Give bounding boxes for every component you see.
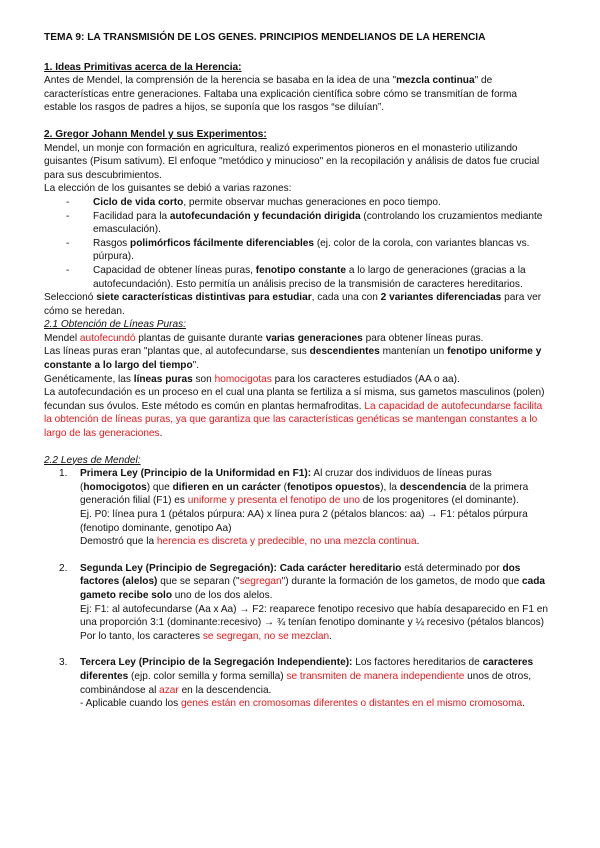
bold-text: caracteres diferentes: [80, 657, 534, 682]
section-mendel-experimentos: [44, 128, 550, 318]
bold-text: siete características distintivas para estudiar: [96, 292, 312, 304]
highlight-text: autofecundó: [79, 332, 136, 344]
bold-text: descendencia: [399, 481, 467, 493]
highlight-text: uniforme y presenta el fenotipo de uno: [187, 495, 360, 507]
text: , cada una con: [311, 292, 381, 304]
text: (controlando los cruzamientos mediante emasculación).: [93, 210, 543, 236]
text: .: [522, 698, 525, 710]
text: a lo largo de generaciones (gracias a la autofecundación). Esto permitía un análisis preciso de la transmisión de caracteres hereditarios.: [93, 264, 526, 290]
bold-text: líneas puras: [133, 373, 193, 385]
bold-text: varias generaciones: [265, 332, 363, 344]
bold-text: cada gameto recibe solo: [80, 576, 546, 601]
text: está determinado por: [401, 562, 503, 574]
bold-text: Cada carácter hereditario: [279, 562, 402, 574]
law-title: Segunda Ley (Principio de Segregación):: [80, 562, 277, 574]
highlight-text: La capacidad de autofecundarse facilita la obtención de líneas puras, ya que garantiza que las características genéticas se mantengan constantes a lo largo de las generaciones: [44, 400, 543, 440]
text: ") durante la formación de los gametos, de modo que: [281, 576, 523, 588]
bold-text: fenotipo uniforme y constante a lo largo del tiempo: [44, 346, 542, 372]
law-title: Tercera Ley (Principio de la Segregación Independiente):: [80, 657, 353, 669]
text: ), la: [380, 481, 400, 493]
text: Genéticamente, las: [44, 373, 134, 385]
text: en la descendencia.: [178, 684, 272, 696]
bold-text: 2 variantes diferenciadas: [380, 292, 502, 304]
list-item: [84, 196, 550, 210]
paragraph: [44, 345, 550, 372]
list-number: 3.: [59, 657, 68, 669]
highlight-text: herencia es discreta y predecible, no una mezcla continua: [156, 536, 417, 548]
text: Seleccionó: [44, 292, 97, 304]
paragraph: [44, 291, 550, 318]
laws-list: [44, 467, 550, 711]
paragraph: [80, 535, 550, 549]
law-3: [59, 656, 550, 710]
paragraph: La elección de los guisantes se debió a varias razones:: [44, 183, 292, 195]
text: Rasgos: [93, 237, 131, 249]
text: unos de otros, combinándose al: [80, 670, 532, 696]
paragraph: Mendel, un monje con formación en agricultura, realizó experimentos pioneros en el monasterio utilizando guisantes (Pisum sativum). El enfoque "metódico y minucioso" en la recopilación y análisis de datos fue crucial para sus descubrimientos.: [44, 142, 540, 181]
bold-text: homocigotos: [83, 481, 147, 493]
text: plantas de guisante durante: [135, 332, 266, 344]
law-2: [59, 562, 550, 644]
text: Las líneas puras eran "plantas que, al autofecundarse, sus: [44, 346, 310, 358]
bold-text: autofecundación: [169, 210, 251, 222]
bold-text: fecundación dirigida: [261, 210, 361, 222]
text: mantenían un: [379, 346, 448, 358]
text: Los factores hereditarios de: [352, 657, 483, 669]
highlight-text: segregan: [239, 576, 282, 588]
text: - Aplicable cuando los: [80, 698, 182, 710]
text: Al cruzar dos individuos de líneas puras (: [80, 468, 492, 493]
text: ) que: [146, 481, 173, 493]
text: Facilidad para la: [93, 210, 170, 222]
list-number: 1.: [59, 468, 68, 480]
bold-text: difieren en un carácter: [172, 481, 281, 493]
text: para obtener líneas puras.: [362, 332, 484, 344]
bold-text: dos factores (alelos): [80, 562, 521, 588]
law-1: [59, 467, 550, 549]
paragraph: [44, 74, 550, 115]
text: (ej. color de la corola, con variantes blancas vs. púrpura).: [93, 237, 530, 263]
text: " de características entre generaciones. Faltaba una explicación científica sobre cómo se transmitían de forma estable los rasgos de padres a hijos, se suponía que los rasgos “se diluían”.: [44, 75, 517, 114]
section-heading: 2. Gregor Johann Mendel y sus Experimentos:: [44, 128, 267, 140]
highlight-text: azar: [159, 684, 179, 696]
section-ideas-primitivas: [44, 61, 550, 115]
highlight-text: genes están en cromosomas diferentes o distantes en el mismo cromosoma: [181, 698, 523, 710]
text: son: [192, 373, 215, 385]
list-number: 2.: [59, 562, 68, 574]
text: de la primera generación filial (F1) es: [80, 481, 529, 507]
text: (: [280, 481, 288, 493]
paragraph: [44, 386, 550, 440]
text: que se separan (": [157, 576, 240, 588]
text: Demostró que la: [80, 536, 157, 548]
paragraph: [80, 630, 550, 644]
section-heading: 1. Ideas Primitivas acerca de la Herencia:: [44, 61, 242, 73]
text: Mendel: [44, 332, 80, 344]
bold-text: fenotipos opuestos: [287, 481, 381, 493]
text: para ver cómo se heredan.: [44, 292, 542, 317]
paragraph: [80, 656, 550, 697]
section-lineas-puras: [44, 318, 550, 440]
text: .: [329, 630, 332, 642]
highlight-text: homocigotas: [214, 373, 272, 385]
paragraph: [80, 467, 550, 508]
list-item: [84, 210, 550, 237]
bold-text: descendientes: [309, 346, 380, 358]
subsection-heading: 2.2 Leyes de Mendel:: [44, 454, 141, 466]
bold-text: mezcla continua: [396, 75, 475, 87]
page-title: TEMA 9: LA TRANSMISIÓN DE LOS GENES. PRINCIPIOS MENDELIANOS DE LA HERENCIA: [44, 32, 486, 43]
list-item: [84, 264, 550, 291]
law-title: Primera Ley (Principio de la Uniformidad en F1):: [80, 468, 312, 480]
reasons-list: [44, 196, 550, 291]
paragraph: [80, 562, 550, 603]
bold-text: Ciclo de vida corto: [93, 196, 184, 208]
bold-text: polimórficos fácilmente diferenciables: [130, 237, 315, 249]
text: , permite observar muchas generaciones en poco tiempo.: [183, 196, 441, 208]
text: La autofecundación es un proceso en el cual una planta se fertiliza a sí misma, sus gametos masculinos (polen) fecundan sus óvulos. Este método es común en plantas hermafroditas.: [44, 387, 545, 412]
text: y: [250, 210, 262, 222]
text: de los progenitores (el dominante).: [360, 495, 519, 507]
text: ".: [192, 360, 200, 372]
text: Antes de Mendel, la comprensión de la herencia se basaba en la idea de una ": [44, 75, 397, 87]
paragraph: [44, 373, 550, 387]
subsection-heading: 2.1 Obtención de Líneas Puras:: [44, 319, 186, 331]
bold-text: fenotipo constante: [255, 264, 347, 276]
text: .: [159, 428, 163, 440]
text: (ejp. color semilla y forma semilla): [128, 670, 287, 682]
list-item: [84, 237, 550, 264]
text: para los caracteres estudiados (AA o aa).: [271, 373, 460, 385]
highlight-text: se segregan, no se mezclan: [202, 630, 330, 642]
highlight-text: se transmiten de manera independiente: [286, 670, 465, 682]
paragraph: [44, 332, 550, 346]
section-leyes-mendel: [44, 454, 550, 711]
text: Por lo tanto, los caracteres: [80, 630, 203, 642]
text: Capacidad de obtener líneas puras,: [93, 264, 256, 276]
text: uno de los dos alelos.: [172, 589, 273, 601]
example: Ej: F1: al autofecundarse (Aa x Aa) → F2: reaparece fenotipo recesivo que había desaparecido en F1 en una proporción 3:1 (dominante:recesivo) → ¾ tenían fenotipo dominante y ¼ recesivo (pétalos blancos): [80, 603, 548, 629]
paragraph: [80, 697, 550, 711]
example: Ej. P0: línea pura 1 (pétalos púrpura: AA) x línea pura 2 (pétalos blancos: aa) → F1: pétalos púrpura (fenotipo dominante, genotipo Aa): [80, 509, 528, 534]
text: .: [416, 536, 420, 548]
